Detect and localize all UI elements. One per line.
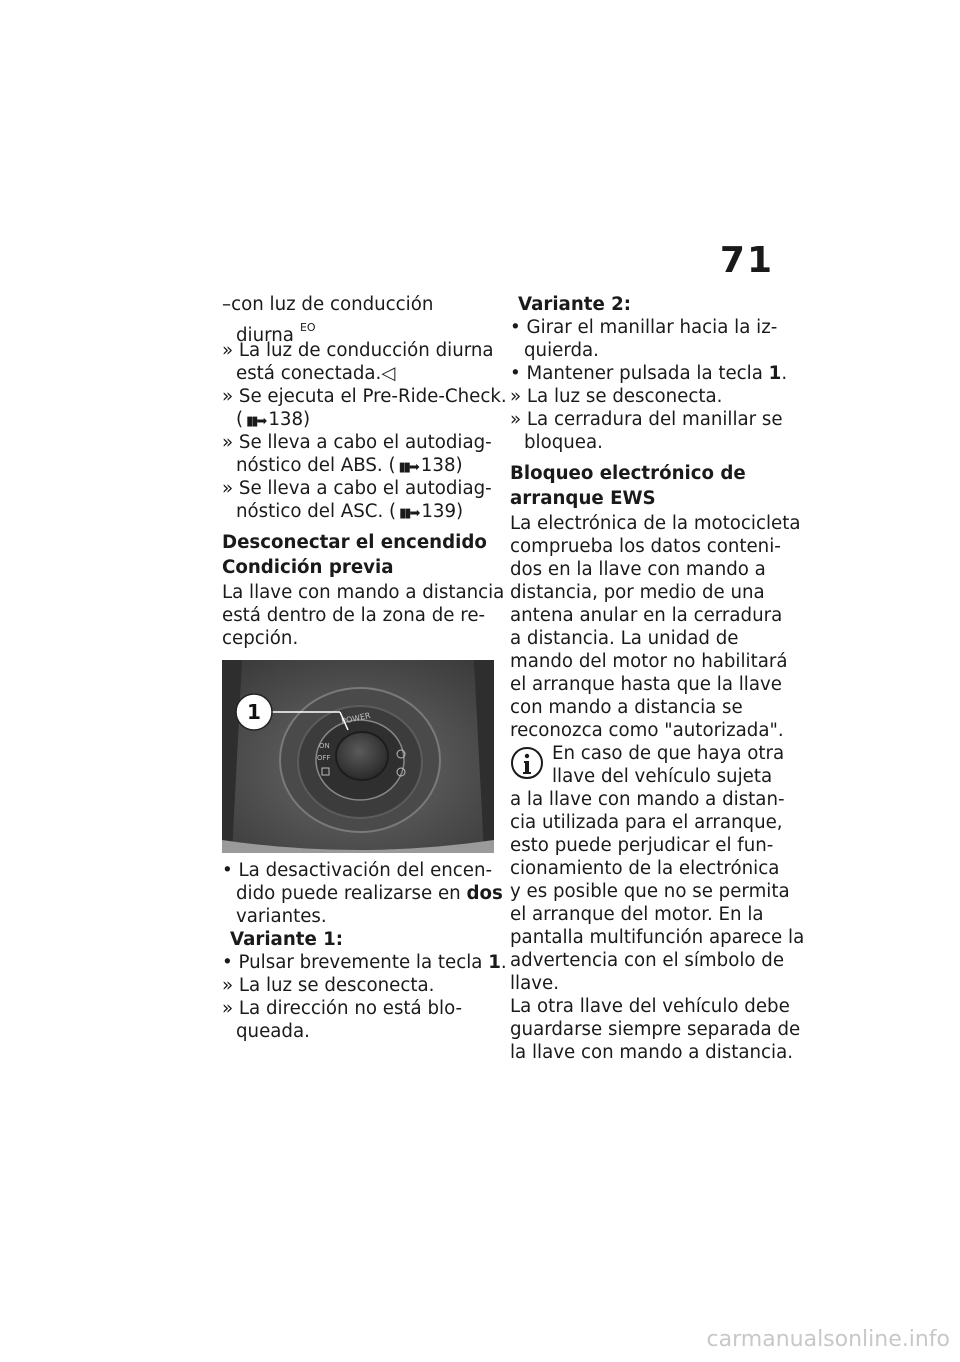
paragraph-line: llave.	[510, 973, 559, 994]
paragraph-line: esto puede perjudicar el fun-	[510, 835, 774, 856]
result-line: » Se ejecuta el Pre-Ride-Check.	[222, 386, 507, 407]
paragraph-line: mando del motor no habilitará	[510, 651, 788, 672]
paragraph-line: pantalla multifunción aparece la	[510, 927, 805, 948]
page-ref[interactable]: 138)	[420, 455, 463, 476]
bullet-item: • Pulsar brevemente la tecla 1.	[222, 952, 507, 973]
paragraph-line: a distancia. La unidad de	[510, 628, 739, 649]
paragraph-line: el arranque del motor. En la	[510, 904, 764, 925]
result-line: » La dirección no está blo-	[222, 998, 463, 1019]
page-ref-arrow-icon: ▮▮➡	[398, 460, 418, 475]
paragraph-line: la llave con mando a distancia.	[510, 1042, 794, 1063]
right-column	[510, 293, 805, 1064]
info-icon	[510, 746, 544, 786]
paragraph-line: cia utilizada para el arranque,	[510, 812, 783, 833]
result-line: » La luz de conducción diurna	[222, 340, 494, 361]
bullet-item: • La desactivación del encen-	[222, 860, 493, 881]
list-item-cont: diurna $^{EO}$	[236, 321, 316, 346]
paragraph-line: y es posible que no se permita	[510, 881, 790, 902]
bullet-item: • Girar el manillar hacia la iz-	[510, 317, 778, 338]
paragraph-line: guardarse siempre separada de	[510, 1019, 801, 1040]
paragraph-line: La otra llave del vehículo debe	[510, 996, 790, 1017]
result-line-cont: nóstico del ABS. ( ▮▮➡ 138)	[236, 455, 463, 476]
section-heading: arranque EWS	[510, 488, 656, 509]
paragraph-line: está dentro de la zona de re-	[222, 605, 486, 626]
page-number: 71	[719, 240, 774, 281]
paragraph-line: cionamiento de la electrónica	[510, 858, 780, 879]
watermark: carmanualsonline.info	[706, 1327, 950, 1352]
bullet-item-cont: quierda.	[524, 340, 599, 361]
callout-number: 1	[247, 700, 261, 724]
paragraph-line: La llave con mando a distancia	[222, 582, 505, 603]
list-item: –con luz de conducción	[222, 294, 434, 315]
page-ref[interactable]: 139)	[421, 501, 464, 522]
bullet-item-cont: dido puede realizarse en dos	[236, 883, 503, 904]
page-ref-arrow-icon: ▮▮➡	[246, 414, 266, 429]
result-line: » La cerradura del manillar se	[510, 409, 783, 430]
paragraph-line: el arranque hasta que la llave	[510, 674, 782, 695]
result-line-cont: está conectada.◁	[236, 363, 396, 384]
photo-label: POWER	[340, 710, 372, 726]
paragraph-line: reconozca como "autorizada".	[510, 720, 784, 741]
variant-heading: Variante 1:	[230, 929, 344, 950]
paragraph-line: cepción.	[222, 628, 299, 649]
paragraph-line: antena anular en la cerradura	[510, 605, 783, 626]
result-line: » La luz se desconecta.	[510, 386, 723, 407]
paragraph-line: dos en la llave con mando a	[510, 559, 766, 580]
left-column	[222, 293, 507, 1043]
ignition-switch-photo	[222, 660, 494, 853]
info-line: En caso de que haya otra	[552, 743, 785, 764]
variant-heading: Variante 2:	[518, 294, 632, 315]
info-line: llave del vehículo sujeta	[552, 766, 773, 787]
section-heading: Desconectar el encendido	[222, 532, 487, 553]
result-line: » Se lleva a cabo el autodiag-	[222, 478, 492, 499]
photo-label: ON	[319, 742, 330, 750]
subsection-heading: Condición previa	[222, 557, 394, 578]
result-line-cont: queada.	[236, 1021, 310, 1042]
info-note	[510, 742, 785, 788]
paragraph-line: con mando a distancia se	[510, 697, 743, 718]
page-ref[interactable]: 138)	[268, 409, 311, 430]
result-line-cont: nóstico del ASC. ( ▮▮➡ 139)	[236, 501, 464, 522]
bullet-item: • Mantener pulsada la tecla 1.	[510, 363, 788, 384]
result-line: » La luz se desconecta.	[222, 975, 435, 996]
paragraph-line: La electrónica de la motocicleta	[510, 513, 801, 534]
result-line-cont: ( ▮▮➡ 138)	[236, 409, 311, 430]
bullet-item-cont: variantes.	[236, 906, 327, 927]
paragraph-line: a la llave con mando a distan-	[510, 789, 785, 810]
superscript-code: EO	[299, 321, 316, 334]
paragraph-line: distancia, por medio de una	[510, 582, 765, 603]
paragraph-line: comprueba los datos conteni-	[510, 536, 781, 557]
section-heading: Bloqueo electrónico de	[510, 463, 746, 484]
result-line-cont: bloquea.	[524, 432, 603, 453]
result-line: » Se lleva a cabo el autodiag-	[222, 432, 492, 453]
photo-label: OFF	[317, 754, 331, 762]
paragraph-line: advertencia con el símbolo de	[510, 950, 785, 971]
page-ref-arrow-icon: ▮▮➡	[399, 506, 419, 521]
